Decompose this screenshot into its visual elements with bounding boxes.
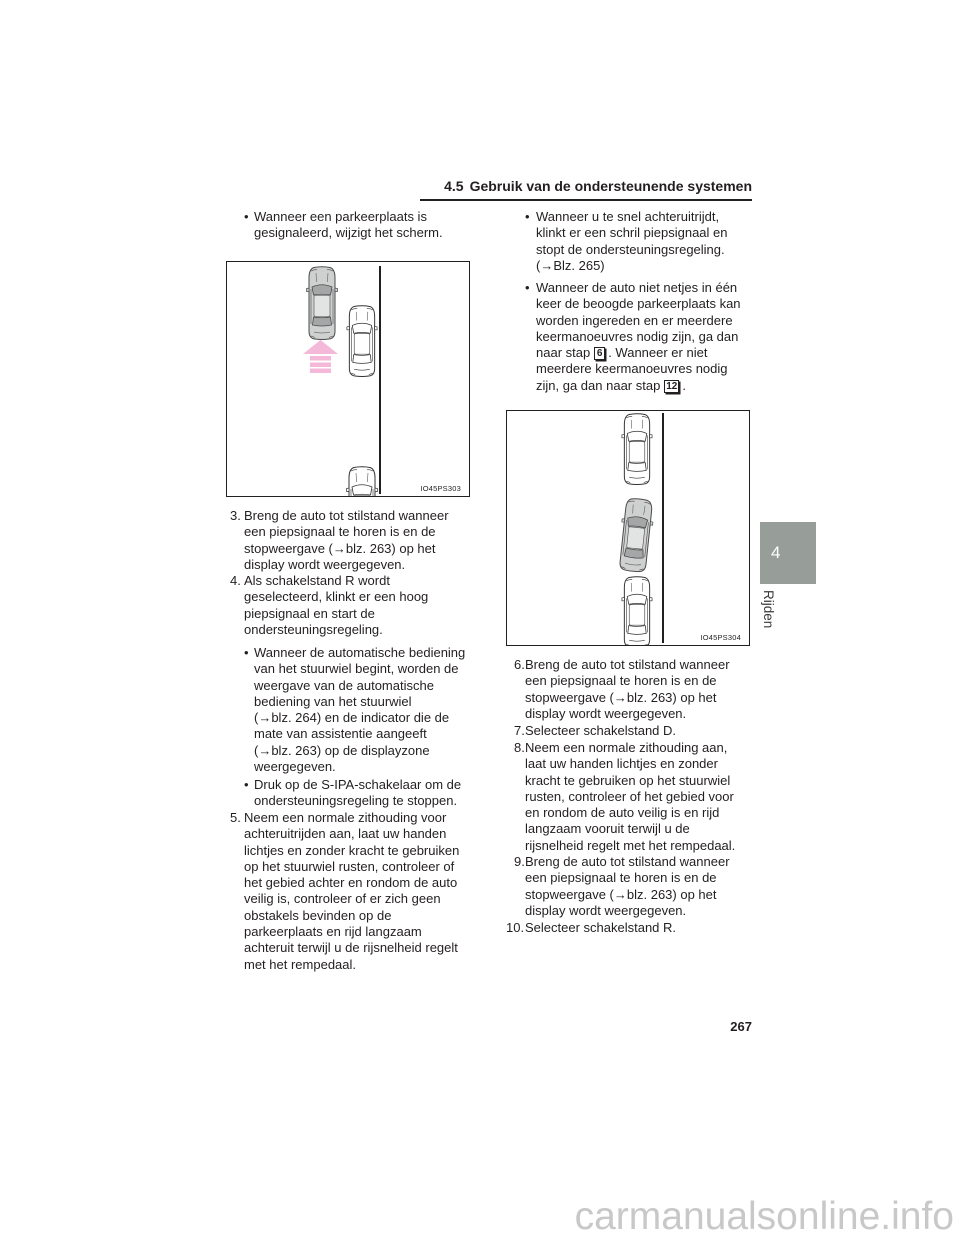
bullet-multiple-maneuvers: [525, 280, 741, 394]
text-line: ondersteuningsregeling.: [244, 621, 383, 637]
step-number: 5.: [230, 810, 241, 825]
bullet-marker: •: [244, 645, 249, 660]
bullet-marker: •: [525, 209, 530, 224]
step-8: [514, 740, 736, 854]
text-line: display wordt weergegeven.: [525, 902, 687, 918]
own-car: [617, 497, 655, 573]
text-line: Neem een normale zithouding aan,: [525, 740, 728, 755]
text-line: stopt de ondersteuningsregeling.: [536, 241, 725, 257]
text-line: en rondom de auto veilig is en rijd: [525, 805, 720, 821]
text-line: meerdere keermanoeuvres nodig: [536, 361, 728, 377]
text-line: Selecteer schakelstand D.: [525, 723, 677, 738]
step-10: [506, 920, 677, 936]
page-number: 267: [730, 1019, 752, 1034]
text-fragment: .: [682, 377, 686, 393]
text-line: lichtjes en zonder kracht te gebruiken: [244, 842, 460, 858]
figure-code: IO45PS303: [420, 484, 461, 493]
text-line: geselecteerd, klinkt er een hoog: [244, 589, 429, 605]
text-line: Breng de auto tot stilstand wanneer: [525, 854, 730, 869]
step-3: [230, 508, 449, 573]
parking-illustration: [227, 262, 469, 496]
text-line: Wanneer een parkeerplaats is: [254, 209, 427, 224]
watermark: carmanualsonline.info: [574, 1195, 954, 1238]
chapter-number: 4: [771, 543, 781, 562]
text-line: stopweergave (→blz. 263) op het: [525, 886, 717, 902]
text-line: Breng de auto tot stilstand wanneer: [525, 657, 730, 672]
text-line: Wanneer de auto niet netjes in één: [536, 280, 738, 295]
step-4: [230, 573, 429, 638]
parked-car-front: [622, 414, 652, 485]
text-fragment: zijn, ga dan naar stap: [536, 377, 661, 393]
text-line: Druk op de S-IPA-schakelaar om de: [254, 777, 462, 792]
text-line: achteruit terwijl u de rijsnelheid regelt: [244, 940, 458, 956]
step-6: [514, 657, 730, 722]
step-number: 9.: [514, 854, 525, 869]
text-line: laat uw handen lichtjes en zonder: [525, 756, 718, 772]
step-number: 3.: [230, 508, 241, 523]
text-line: achteruitrijden aan, laat uw handen: [244, 826, 447, 842]
text-line: bediening van het stuurwiel: [254, 693, 412, 709]
forward-arrow-icon: [303, 340, 338, 373]
text-line: display wordt weergegeven.: [525, 705, 687, 721]
bullet-reversing-too-fast: [525, 209, 728, 274]
text-line: Breng de auto tot stilstand wanneer: [244, 508, 449, 523]
bullet-stop-assist: [244, 777, 462, 810]
text-line: Wanneer u te snel achteruitrijdt,: [536, 209, 720, 224]
step-number: 10.: [506, 920, 525, 935]
step-9: [514, 854, 730, 919]
step-number: 4.: [230, 573, 241, 588]
step-number: 6.: [514, 657, 525, 672]
text-line: van het stuurwiel begint, worden de: [254, 661, 459, 677]
text-line: weergave van de automatische: [254, 677, 434, 693]
parked-car-rear: [622, 577, 652, 645]
text-line: Selecteer schakelstand R.: [525, 920, 677, 935]
figure-repeated-maneuver: [506, 410, 750, 646]
text-line: stopweergave (→blz. 263) op het: [525, 689, 717, 705]
text-line: Als schakelstand R wordt: [244, 573, 390, 588]
step-number: 7.: [514, 723, 525, 738]
text-line: een piepsignaal te horen is en de: [525, 673, 717, 689]
chapter-tab: [760, 522, 816, 584]
text-line: stopweergave (→blz. 263) op het: [244, 540, 436, 556]
own-car: [307, 267, 338, 340]
text-line: langzaam vooruit terwijl u de: [525, 821, 690, 837]
text-line: ondersteuningsregeling te stoppen.: [254, 793, 458, 809]
text-line: display wordt weergegeven.: [244, 556, 406, 572]
text-line: kracht te gebruiken op het stuurwiel: [525, 772, 731, 788]
text-line: Wanneer de automatische bediening: [254, 645, 466, 660]
parked-car: [347, 467, 378, 496]
text-line: een piepsignaal te horen is en de: [525, 870, 717, 886]
text-line: weergegeven.: [254, 759, 336, 775]
text-line: (→Blz. 265): [536, 257, 605, 273]
text-line: klinkt er een schril piepsignaal en: [536, 225, 728, 241]
text-line: parkeerplaats en rijd langzaam: [244, 924, 422, 940]
text-line: [536, 345, 741, 361]
text-line: worden ingereden en er meerdere: [536, 312, 733, 328]
text-line: rusten, controleer of het gebied voor: [525, 788, 734, 804]
step-7: [514, 723, 677, 739]
figure-parking-space-detected: [226, 261, 470, 497]
text-line: Neem een normale zithouding voor: [244, 810, 447, 825]
text-line: het gebied achter en rondom de auto: [244, 875, 458, 891]
text-line: mate van assistentie aangeeft: [254, 726, 427, 742]
bullet-marker: •: [244, 777, 249, 792]
text-line: een piepsignaal te horen is en de: [244, 524, 436, 540]
header-rule: [420, 199, 752, 201]
text-fragment: . Wanneer er niet: [608, 345, 708, 361]
text-line: piepsignaal en start de: [244, 605, 375, 621]
text-line: obstakels bevinden op de: [244, 907, 392, 923]
step-number: 8.: [514, 740, 525, 755]
figure-code: IO45PS304: [700, 633, 741, 642]
text-line: op het stuurwiel rusten, controleer of: [244, 858, 455, 874]
section-number: 4.5: [444, 178, 464, 194]
step-6-reference-icon: 6: [594, 347, 605, 360]
bullet-screen-changes: [244, 209, 443, 242]
text-line: gesignaleerd, wijzigt het scherm.: [254, 225, 443, 241]
text-line: [536, 378, 741, 394]
chapter-title: Rijden: [761, 590, 776, 629]
step-5: [230, 810, 460, 973]
bullet-marker: •: [525, 280, 530, 295]
text-line: keermanoeuvres nodig zijn, ga dan: [536, 328, 739, 344]
step-12-reference-icon: 12: [666, 380, 678, 392]
section-header: [444, 178, 752, 194]
section-title: Gebruik van de ondersteunende systemen: [469, 178, 752, 194]
text-line: met het rempedaal.: [244, 956, 357, 972]
bullet-marker: •: [244, 209, 249, 224]
text-line: (→blz. 264) en de indicator die de: [254, 710, 450, 726]
text-line: veilig is, controleer of er zich geen: [244, 891, 441, 907]
text-line: (→blz. 263) op de displayzone: [254, 742, 430, 758]
parked-car: [347, 306, 377, 377]
bullet-automatic-steering: [244, 645, 466, 775]
text-line: keer de beoogde parkeerplaats kan: [536, 296, 741, 312]
maneuver-illustration: [507, 411, 749, 645]
text-fragment: naar stap: [536, 345, 591, 361]
text-line: rijsnelheid regelt met het rempedaal.: [525, 837, 736, 853]
